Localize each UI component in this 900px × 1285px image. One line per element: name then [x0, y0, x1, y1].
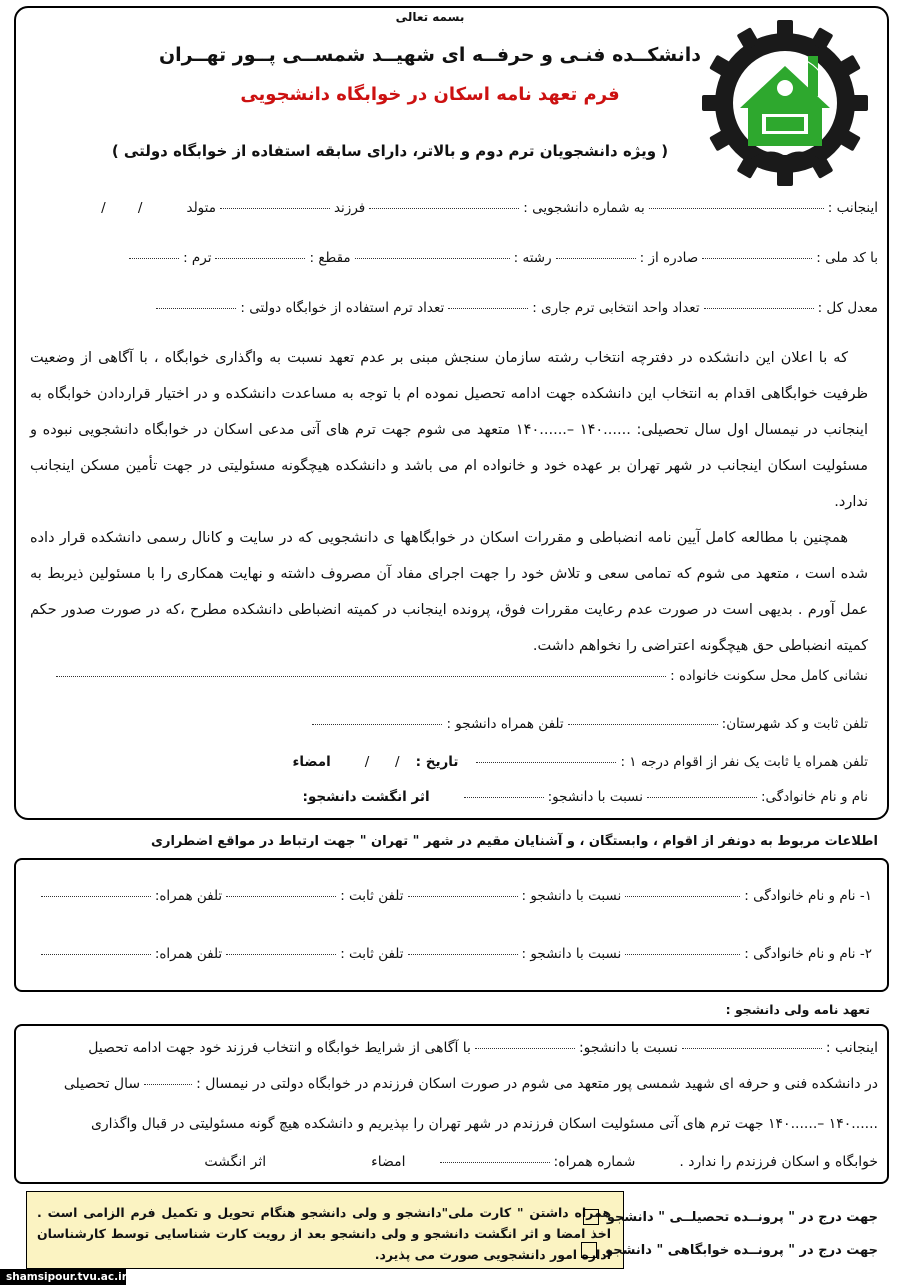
- label-national-id: با کد ملی :: [816, 250, 878, 266]
- kin1-phone-field[interactable]: [226, 895, 336, 897]
- kin1-name-field[interactable]: [625, 895, 740, 897]
- family-name-field[interactable]: [647, 796, 757, 798]
- label-address: نشانی کامل محل سکونت خانواده :: [670, 668, 868, 684]
- kin1-mobile-field[interactable]: [41, 895, 151, 897]
- guardian-semester-field[interactable]: [144, 1083, 192, 1085]
- guardian-heading: تعهد نامه ولی دانشجو :: [725, 1002, 870, 1017]
- college-emblem-gear-icon: [700, 18, 870, 188]
- label-student-mobile: تلفن همراه دانشجو :: [446, 716, 564, 732]
- bismillah: بسمه تعالی: [395, 10, 465, 24]
- college-name: دانشکــده فنـی و حرفــه ای شهیــد شمســی پــور تهــران: [158, 44, 702, 66]
- label-kin2-phone: تلفن ثابت :: [340, 946, 404, 962]
- kin2-relation-field[interactable]: [408, 953, 518, 955]
- label-guardian-relation: نسبت با دانشجو:: [578, 1040, 678, 1056]
- label-degree: مقطع :: [309, 250, 351, 266]
- label-name: اینجانب :: [827, 200, 878, 216]
- label-date: تاریخ :: [415, 754, 459, 770]
- label-phone-city: تلفن ثابت و کد شهرستان:: [721, 716, 868, 732]
- label-guardian-mobile: شماره همراه:: [553, 1154, 636, 1170]
- label-kin1-mobile: تلفن همراه:: [154, 888, 223, 904]
- label-signature: امضاء: [292, 754, 331, 770]
- units-field[interactable]: [448, 307, 528, 309]
- row-address: [52, 668, 868, 684]
- label-issued-from: صادره از :: [639, 250, 699, 266]
- label-relation: نسبت با دانشجو:: [547, 789, 643, 805]
- guardian-line-2: [64, 1076, 878, 1092]
- degree-field[interactable]: [215, 257, 305, 259]
- notice-box: همراه داشتن " کارت ملی"دانشجو و ولی دانشجو هنگام تحویل و تکمیل فرم الزامی است . اخذ امضا و اثر انگشت دانشجو و ولی دانشجو بعد از رویت کارت شناسایی توسط کارشناسان اداره امور دانشجویی صورت می پذیرد.: [26, 1191, 624, 1269]
- kin-row-1: [37, 888, 872, 904]
- row-family: [303, 789, 868, 805]
- guardian-relation-field[interactable]: [475, 1047, 575, 1049]
- kin2-phone-field[interactable]: [226, 953, 336, 955]
- guardian-text-1: با آگاهی از شرایط خوابگاه و انتخاب فرزند خود جهت ادامه تحصیل: [88, 1040, 471, 1056]
- footer-url: shamsipour.tvu.ac.ir: [0, 1269, 126, 1285]
- name-field[interactable]: [649, 207, 824, 209]
- label-fingerprint: اثر انگشت دانشجو:: [302, 789, 430, 805]
- label-relative-phone: تلفن همراه یا ثابت یک نفر از اقوام درجه ۱ :: [620, 754, 868, 770]
- label-guardian-name: اینجانب :: [825, 1040, 878, 1056]
- relative-phone-field[interactable]: [476, 761, 616, 763]
- label-gpa: معدل کل :: [817, 300, 878, 316]
- kin-row-2: [37, 946, 872, 962]
- label-kin2-name: ۲- نام و نام خانوادگی :: [744, 946, 872, 962]
- label-family-name: نام و نام خانوادگی:: [760, 789, 868, 805]
- address-field[interactable]: [56, 675, 666, 677]
- paragraph-1: که با اعلان این دانشکده در دفترچه انتخاب رشته سازمان سنجش مبنی بر عدم تعهد نسبت به واگذاری خوابگاه ، با آگاهی از وضعیت ظرفیت خوابگاهی اقدام به انتخاب این دانشکده جهت ادامه تحصیل نموده ام با توجه به مساعدت دانشکده و در اختیار قراردادن خوابگاه به اینجانب در نیمسال اول سال تحصیلی: ......۱۴۰ –......۱۴۰ متعهد می شوم جهت ترم های آتی مدعی اسکان در خوابگاه دانشجویی نبوده و مسئولیت اسکان اینجانب در شهر تهران بر عهده خود و خانواده ام می باشد و دانشکده هیچگونه مسئولیتی در جهت تأمین مسکن اینجانب ندارد.: [30, 350, 868, 510]
- label-dorm-file: جهت درج در " پرونــده خوابگاهی " دانشجو: [605, 1242, 878, 1258]
- national-id-field[interactable]: [702, 257, 812, 259]
- commitment-text: [30, 340, 868, 664]
- guardian-line-4: [204, 1154, 878, 1170]
- father-name-field[interactable]: [220, 207, 330, 209]
- row-student-name: [101, 200, 878, 216]
- checkbox-academic-file[interactable]: [583, 1209, 878, 1225]
- kin-box: [14, 858, 889, 992]
- row-national-id: [125, 250, 878, 266]
- dorm-terms-field[interactable]: [156, 307, 236, 309]
- row-relative-phone: [293, 754, 869, 770]
- date-field[interactable]: / /: [364, 754, 400, 770]
- label-units: تعداد واحد انتخابی ترم جاری :: [532, 300, 700, 316]
- kin2-name-field[interactable]: [625, 953, 740, 955]
- issued-from-field[interactable]: [556, 257, 636, 259]
- kin2-mobile-field[interactable]: [41, 953, 151, 955]
- guardian-text-3: ......۱۴۰ –......۱۴۰ جهت ترم های آتی مسئولیت اسکان فرزندم در شهر تهران را بپذیریم و دانشکده هیچ گونه مسئولیتی در قبال واگذاری: [90, 1116, 878, 1132]
- label-kin2-relation: نسبت با دانشجو :: [521, 946, 622, 962]
- guardian-line-1: [88, 1040, 878, 1056]
- label-kin1-relation: نسبت با دانشجو :: [521, 888, 622, 904]
- student-mobile-field[interactable]: [312, 723, 442, 725]
- label-guardian-signature: امضاء: [371, 1154, 406, 1170]
- relation-field[interactable]: [464, 796, 544, 798]
- row-phones: [308, 716, 868, 732]
- phone-city-field[interactable]: [568, 723, 718, 725]
- label-guardian-fingerprint: اثر انگشت: [204, 1154, 267, 1170]
- label-kin1-name: ۱- نام و نام خانوادگی :: [744, 888, 872, 904]
- label-student-id: به شماره دانشجویی :: [523, 200, 645, 216]
- term-field[interactable]: [129, 257, 179, 259]
- label-academic-file: جهت درج در " پرونــده تحصیلــی " دانشجو: [606, 1209, 878, 1225]
- form-title: فرم تعهد نامه اسکان در خوابگاه دانشجویی: [240, 84, 620, 105]
- gpa-field[interactable]: [704, 307, 814, 309]
- guardian-mobile-field[interactable]: [440, 1161, 550, 1163]
- row-gpa: [152, 300, 878, 316]
- dorm-file-checkbox[interactable]: [581, 1242, 597, 1258]
- guardian-text-2: در دانشکده فنی و حرفه ای شهید شمسی پور متعهد می شوم در صورت اسکان فرزندم در خوابگاه دولتی در نیمسال :: [196, 1076, 878, 1092]
- kin1-relation-field[interactable]: [408, 895, 518, 897]
- label-major: رشته :: [513, 250, 552, 266]
- guardian-name-field[interactable]: [682, 1047, 822, 1049]
- label-born: متولد: [186, 200, 216, 216]
- paragraph-2: همچنین با مطالعه کامل آیین نامه انضباطی و مقررات اسکان در خوابگاهها ی دانشجویی که در سایت و کانال رسمی دانشکده قرار داده شده است ، متعهد می شوم که تمامی سعی و تلاش خود را جهت اجرای مفاد آن مصروف داشته و نهایت همکاری را با مسئولین ذیربط به عمل آورم . بدیهی است در صورت عدم رعایت مقررات فوق، پرونده اینجانب در کمیته انضباطی دانشکده مطرح ،که در صورت صدور حکم کمیته انضباطی حق هیچگونه اعتراضی را نخواهم داشت.: [30, 530, 868, 654]
- academic-file-checkbox[interactable]: [583, 1209, 599, 1225]
- birth-date-field[interactable]: / /: [101, 200, 157, 216]
- form-subtitle: ( ویژه دانشجویان ترم دوم و بالاتر، دارای سابقه استفاده از خوابگاه دولتی ): [111, 142, 669, 160]
- student-id-field[interactable]: [369, 207, 519, 209]
- guardian-text-year: سال تحصیلی: [63, 1076, 141, 1092]
- kin-heading: اطلاعات مربوط به دونفر از اقوام ، وابستگان ، و آشنایان مقیم در شهر " تهران " جهت ارتباط در مواقع اضطراری: [151, 834, 878, 849]
- checkbox-dorm-file[interactable]: [581, 1242, 878, 1258]
- guardian-line-3: [91, 1116, 878, 1132]
- label-term: ترم :: [183, 250, 212, 266]
- major-field[interactable]: [355, 257, 510, 259]
- label-child-of: فرزند: [333, 200, 366, 216]
- label-kin2-mobile: تلفن همراه:: [154, 946, 223, 962]
- guardian-text-4: خوابگاه و اسکان فرزندم را ندارد .: [679, 1154, 878, 1170]
- label-kin1-phone: تلفن ثابت :: [340, 888, 404, 904]
- label-dorm-terms: تعداد ترم استفاده از خوابگاه دولتی :: [240, 300, 445, 316]
